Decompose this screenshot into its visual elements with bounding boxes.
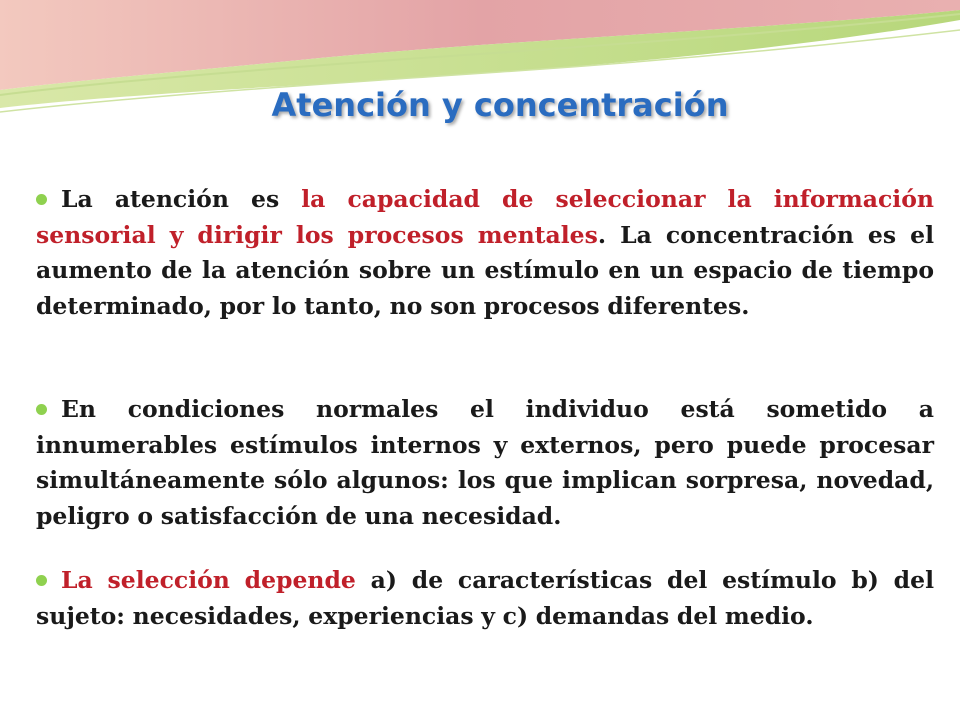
bullet-text: . La concentración es el aumento de la atención sobre un estímulo en un espacio de tiempo determinado, por lo tanto, no son procesos diferentes. bbox=[36, 220, 934, 320]
bullet-point-icon bbox=[36, 194, 47, 205]
bullet-normal-conditions bbox=[36, 392, 934, 534]
bullet-text: En condiciones normales el individuo está sometido a innumerables estímulos internos y externos, pero puede procesar simultáneamente sólo algunos: los que implican sorpresa, novedad, peligro o satisfacción de una necesidad. bbox=[36, 395, 934, 530]
bullet-point-icon bbox=[36, 575, 47, 586]
bullet-text: La atención es bbox=[61, 185, 302, 213]
bullet-text: a) de características del estímulo b) del sujeto: necesidades, experiencias y c) demandas del medio. bbox=[36, 566, 934, 630]
slide-title: Atención y concentración bbox=[271, 86, 729, 124]
highlight-text: la capacidad de seleccionar la información sensorial y dirigir los procesos mentales bbox=[36, 185, 934, 249]
bullet-selection-depends bbox=[36, 563, 934, 634]
highlight-text: La selección depende bbox=[61, 566, 356, 594]
bullet-point-icon bbox=[36, 404, 47, 415]
bullet-attention-definition bbox=[36, 182, 934, 324]
